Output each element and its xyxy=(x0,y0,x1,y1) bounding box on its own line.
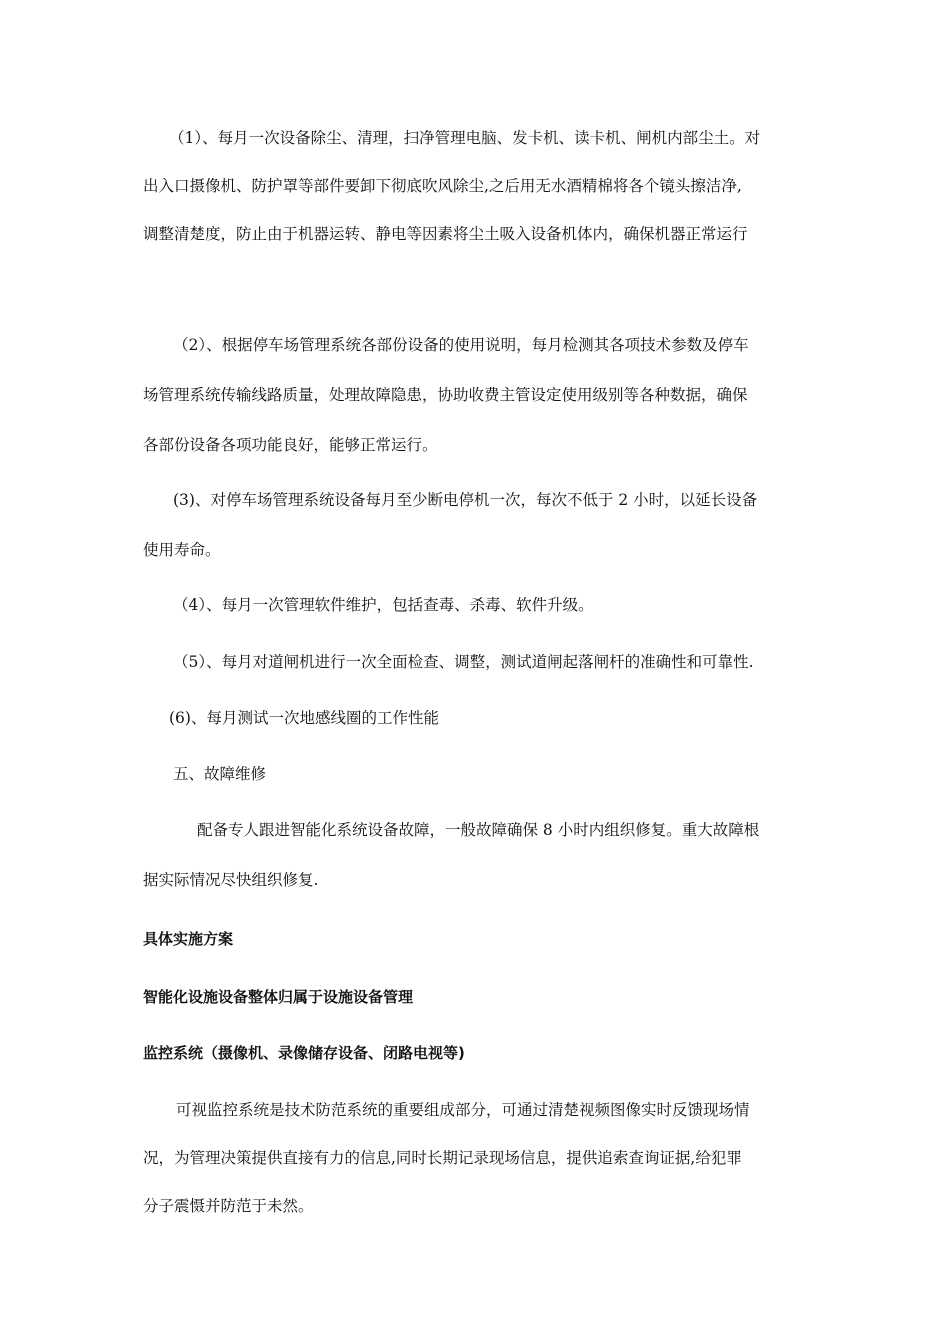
paragraph-8-line-1: 可视监控系统是技术防范系统的重要组成部分，可通过清楚视频图像实时反馈现场情 xyxy=(176,1101,750,1119)
paragraph-6-text: (6)、每月测试一次地感线圈的工作性能 xyxy=(169,709,439,727)
paragraph-1-line-1: （1）、每月一次设备除尘、清理，扫净管理电脑、发卡机、读卡机、闸机内部尘土。对 xyxy=(169,129,761,147)
paragraph-3-line-2: 使用寿命。 xyxy=(143,541,221,559)
paragraph-7-line-2: 据实际情况尽快组织修复. xyxy=(143,871,319,889)
paragraph-2-line-3: 各部份设备各项功能良好，能够正常运行。 xyxy=(143,436,438,454)
paragraph-3-line-1: (3)、对停车场管理系统设备每月至少断电停机一次，每次不低于 2 小时，以延长设备 xyxy=(173,491,758,509)
paragraph-1-line-3: 调整清楚度，防止由于机器运转、静电等因素将尘土吸入设备机体内，确保机器正常运行 xyxy=(143,225,748,243)
paragraph-3 xyxy=(143,475,808,575)
paragraph-1 xyxy=(143,114,808,258)
paragraph-2 xyxy=(143,320,808,470)
paragraph-2-line-1: （2）、根据停车场管理系统各部份设备的使用说明，每月检测其各项技术参数及停车 xyxy=(173,336,749,354)
paragraph-4 xyxy=(143,581,808,629)
paragraph-4-text: （4）、每月一次管理软件维护，包括查毒、杀毒、软件升级。 xyxy=(173,596,594,614)
heading-facility-ownership: 智能化设施设备整体归属于设施设备管理 xyxy=(143,988,414,1006)
paragraph-5 xyxy=(143,638,808,686)
paragraph-2-line-2: 场管理系统传输线路质量，处理故障隐患，协助收费主管设定使用级别等各种数据，确保 xyxy=(143,386,748,404)
paragraph-5-text: （5）、每月对道闸机进行一次全面检查、调整，测试道闸起落闸杆的准确性和可靠性. xyxy=(173,653,754,671)
section-5-title: 五、故障维修 xyxy=(173,765,267,783)
paragraph-7 xyxy=(143,805,808,905)
paragraph-8 xyxy=(143,1086,808,1230)
heading-monitoring-system: 监控系统（摄像机、录像储存设备、闭路电视等) xyxy=(143,1044,465,1062)
heading-implementation-plan: 具体实施方案 xyxy=(143,930,234,948)
paragraph-1-line-2: 出入口摄像机、防护罩等部件要卸下彻底吹风除尘,之后用无水酒精棉将各个镜头擦洁净, xyxy=(143,177,742,195)
paragraph-7-line-1: 配备专人跟进智能化系统设备故障，一般故障确保 8 小时内组织修复。重大故障根 xyxy=(197,821,760,839)
section-5-heading xyxy=(143,750,808,798)
paragraph-8-line-3: 分子震慑并防范于未然。 xyxy=(143,1197,314,1215)
paragraph-8-line-2: 况，为管理决策提供直接有力的信息,同时长期记录现场信息，提供追索查询证据,给犯罪 xyxy=(143,1149,742,1167)
paragraph-6 xyxy=(143,694,808,742)
